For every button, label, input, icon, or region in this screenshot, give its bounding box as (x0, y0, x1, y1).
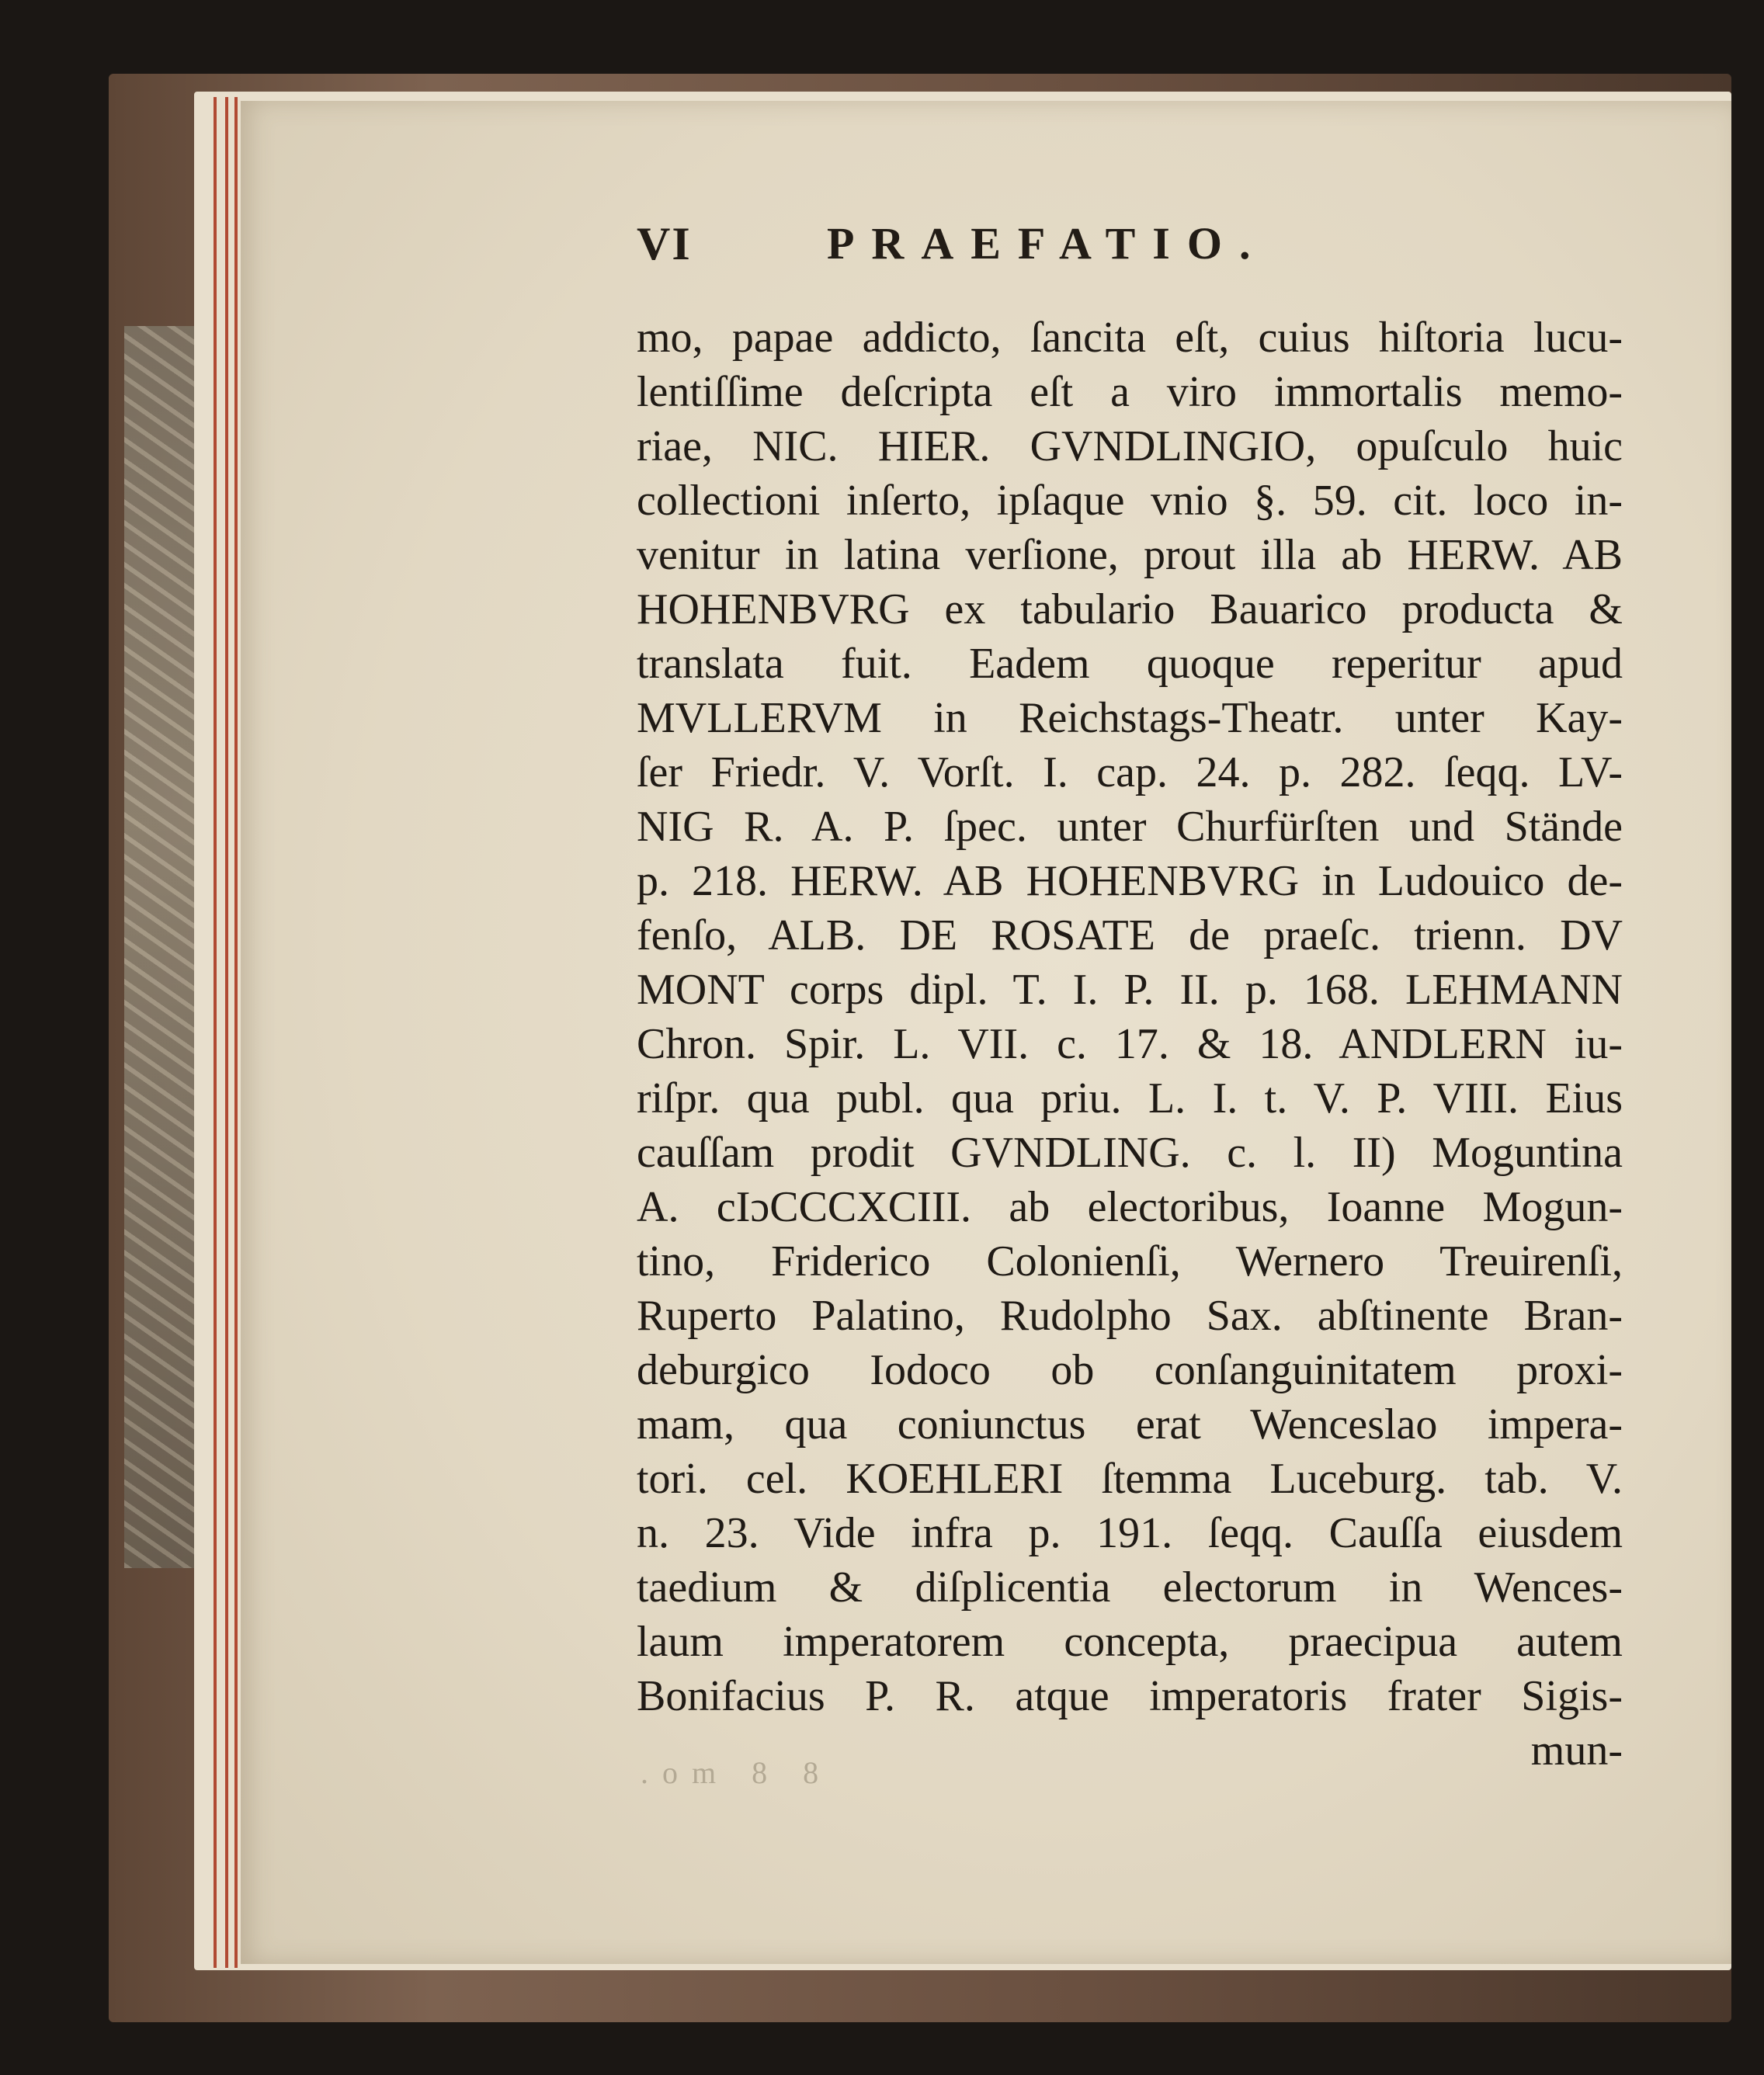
body-text (637, 311, 1623, 1778)
red-page-edge (214, 97, 217, 1968)
text-line: tori. cel. KOEHLERI ſtemma Luceburg. tab. V. (637, 1455, 1623, 1503)
text-line: MVLLERVM in Reichstags-Theatr. unter Kay- (637, 694, 1623, 742)
text-line: mam, qua coniunctus erat Wenceslao impera- (637, 1400, 1623, 1449)
text-line: Chron. Spir. L. VII. c. 17. & 18. ANDLERN iu- (637, 1020, 1623, 1068)
catchword: mun- (1530, 1726, 1623, 1775)
text-line: MONT corps dipl. T. I. P. II. p. 168. LEHMANN (637, 966, 1623, 1014)
text-line: venitur in latina verſione, prout illa ab HERW. AB (637, 531, 1623, 579)
text-line: lentiſſime deſcripta eſt a viro immortalis memo- (637, 368, 1623, 416)
text-line: deburgico Iodoco ob conſanguinitatem proxi- (637, 1346, 1623, 1394)
text-line: riae, NIC. HIER. GVNDLINGIO, opuſculo huic (637, 422, 1623, 470)
text-line: Bonifacius P. R. atque imperatoris frater Sigis- (637, 1672, 1623, 1720)
show-through-text: .om 8 8 (641, 1755, 833, 1790)
text-line: ſer Friedr. V. Vorſt. I. cap. 24. p. 282. ſeqq. LV- (637, 748, 1623, 796)
page-header (637, 217, 1623, 279)
text-line: n. 23. Vide infra p. 191. ſeqq. Cauſſa eiusdem (637, 1509, 1623, 1557)
text-line: translata fuit. Eadem quoque reperitur apud (637, 640, 1623, 688)
text-line: A. cIɔCCCXCIII. ab electoribus, Ioanne Mogun- (637, 1183, 1623, 1231)
running-title: PRAEFATIO. (827, 218, 1268, 269)
text-line: cauſſam prodit GVNDLING. c. l. II) Moguntina (637, 1129, 1623, 1177)
red-page-edge (234, 97, 238, 1968)
text-line: HOHENBVRG ex tabulario Bauarico producta & (637, 585, 1623, 633)
text-line: collectioni inſerto, ipſaque vnio §. 59. cit. loco in- (637, 477, 1623, 525)
text-line: mo, papae addicto, ſancita eſt, cuius hiſtoria lucu- (637, 314, 1623, 362)
text-line: Ruperto Palatino, Rudolpho Sax. abſtinente Bran- (637, 1292, 1623, 1340)
text-line: riſpr. qua publ. qua priu. L. I. t. V. P. VIII. Eius (637, 1074, 1623, 1123)
text-line: tino, Friderico Colonienſi, Wernero Treuirenſi, (637, 1237, 1623, 1286)
text-line: fenſo, ALB. DE ROSATE de praeſc. trienn. DV (637, 911, 1623, 959)
page-number: VI (637, 218, 692, 269)
text-line: laum imperatorem concepta, praecipua autem (637, 1618, 1623, 1666)
text-line: NIG R. A. P. ſpec. unter Churfürſten und Stände (637, 803, 1623, 851)
red-page-edge (225, 97, 228, 1968)
text-line: taedium & diſplicentia electorum in Wences- (637, 1563, 1623, 1612)
text-line: p. 218. HERW. AB HOHENBVRG in Ludouico de- (637, 857, 1623, 905)
